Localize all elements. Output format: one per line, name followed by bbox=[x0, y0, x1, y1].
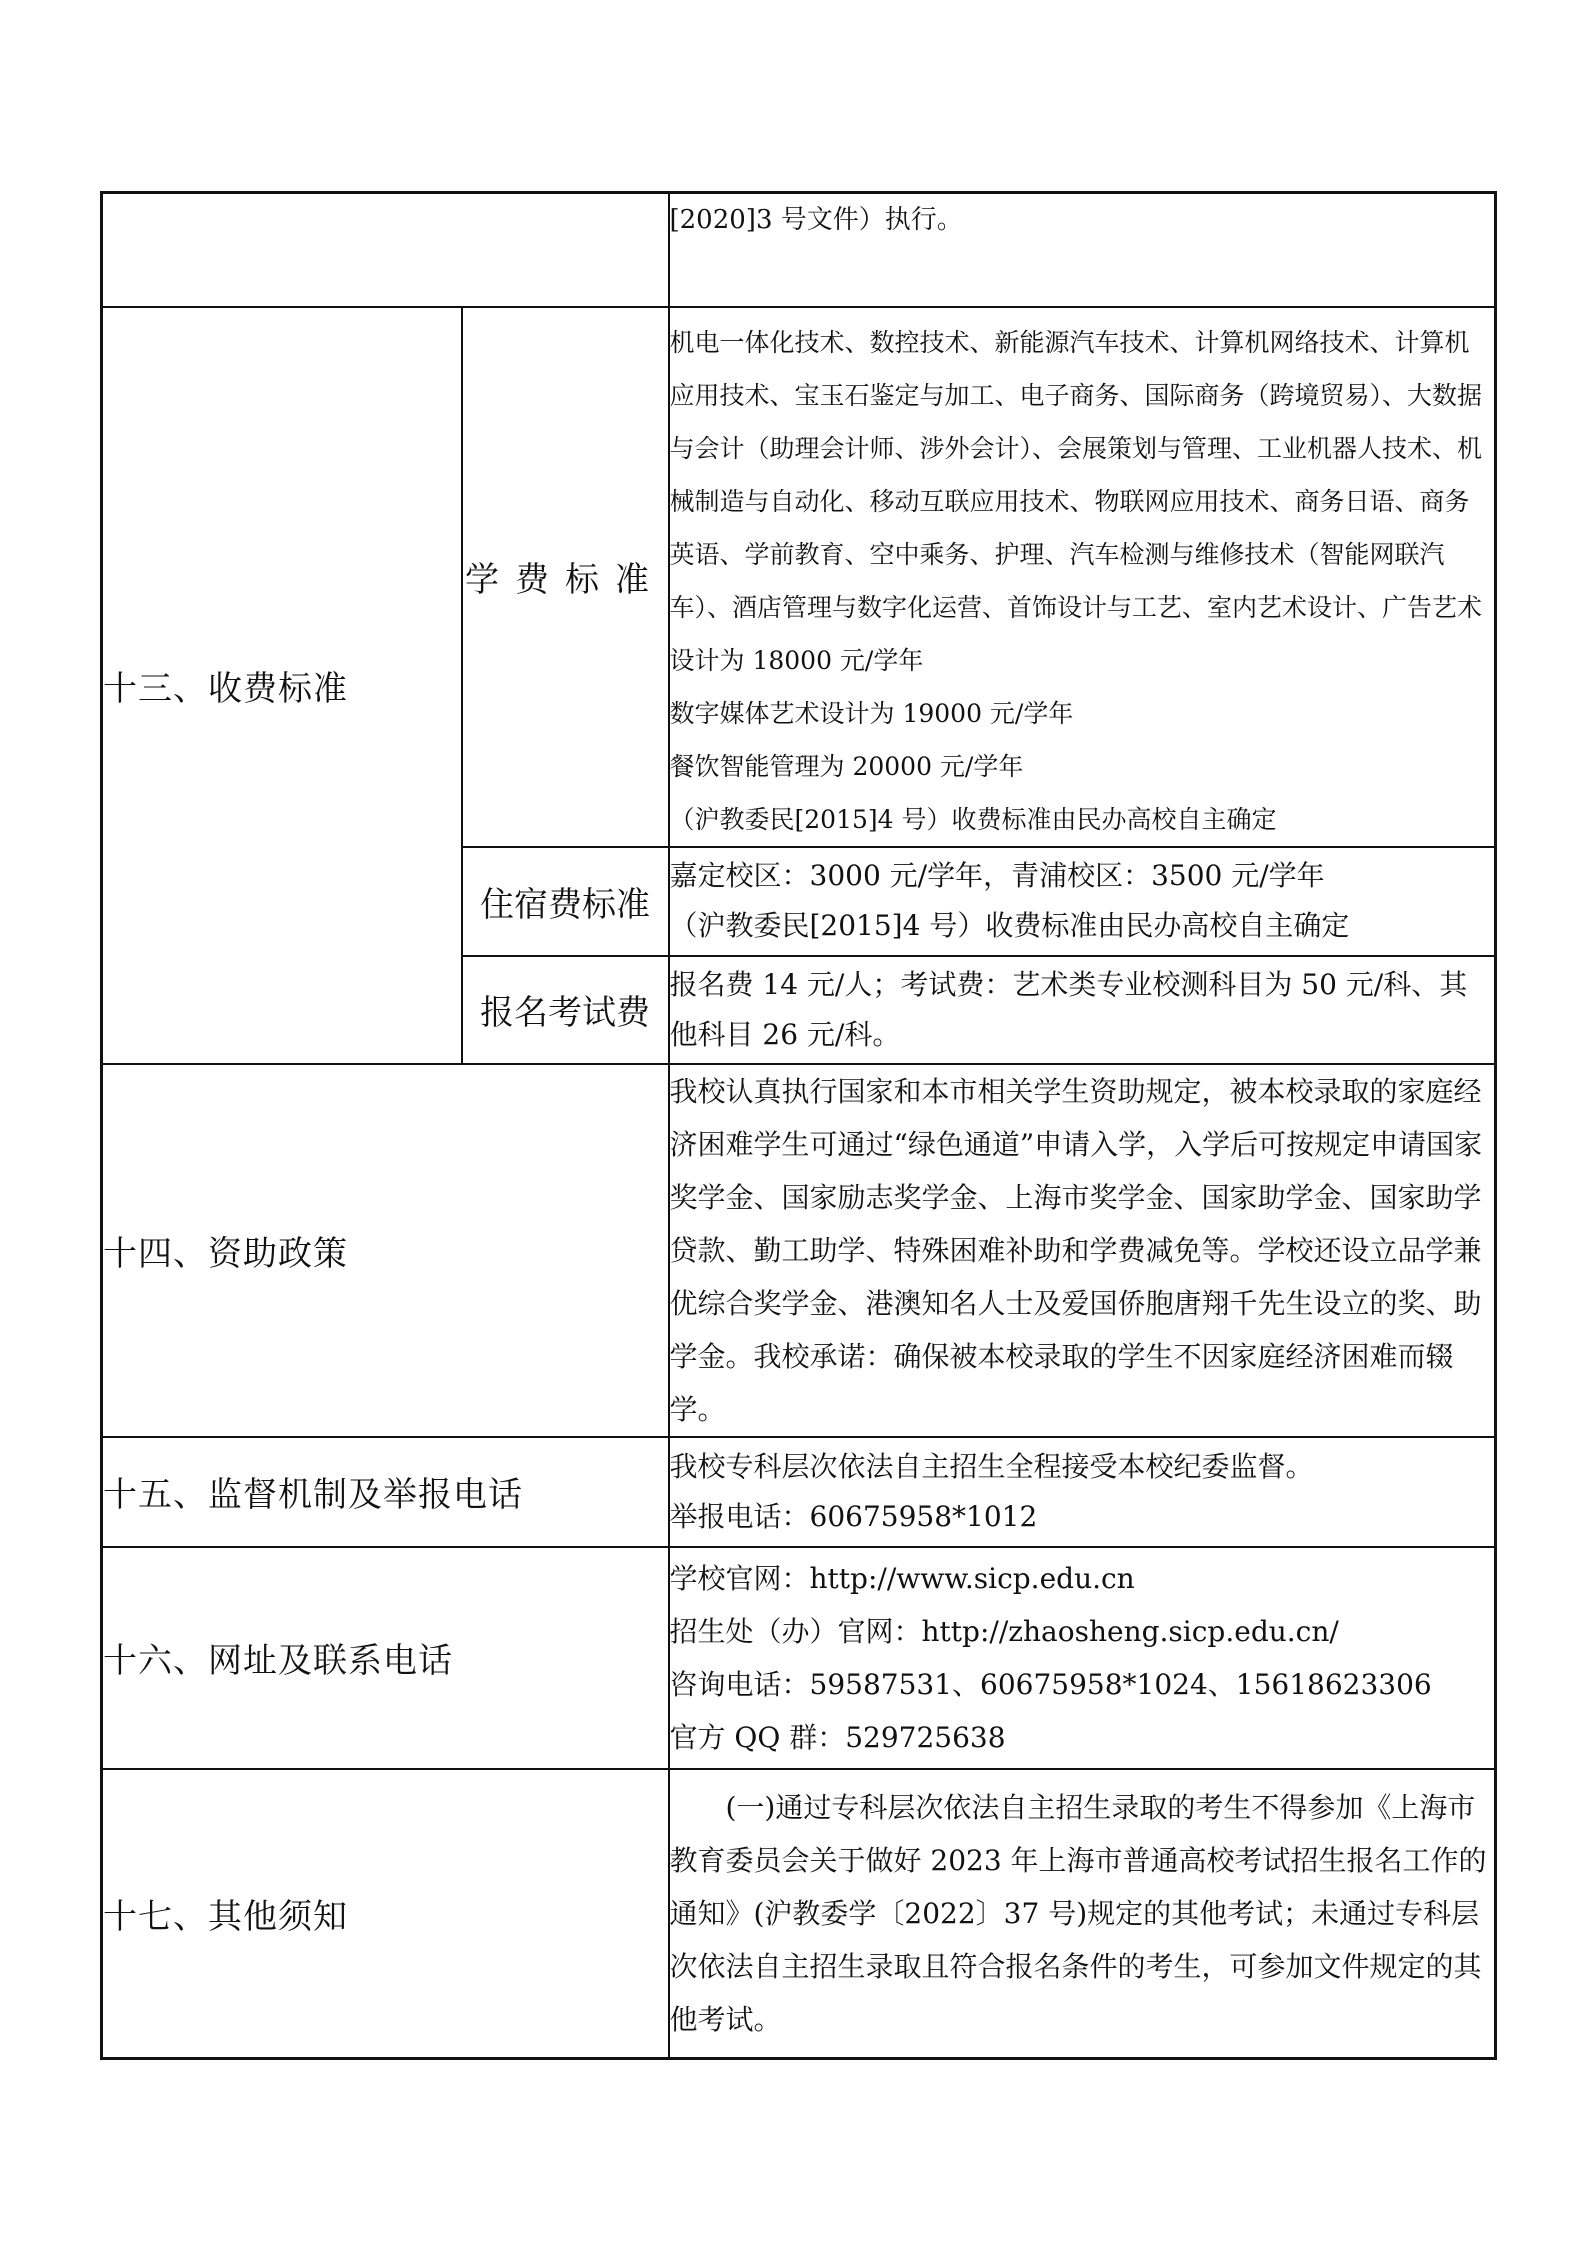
tuition-note: （沪教委民[2015]4 号）收费标准由民办高校自主确定 bbox=[669, 804, 1277, 834]
supervision-line-1: 我校专科层次依法自主招生全程接受本校纪委监督。 bbox=[669, 1449, 1314, 1483]
other-section-label: 十七、其他须知 bbox=[102, 1769, 669, 2059]
fees-section-label: 十三、收费标准 bbox=[102, 307, 462, 1064]
dorm-fee-label: 住宿费标准 bbox=[462, 847, 669, 956]
table-row-contact bbox=[102, 1547, 1496, 1769]
aid-section-label: 十四、资助政策 bbox=[102, 1064, 669, 1437]
qq-group: 官方 QQ 群：529725638 bbox=[669, 1720, 1006, 1754]
dorm-fee-line-2: （沪教委民[2015]4 号）收费标准由民办高校自主确定 bbox=[669, 909, 1350, 942]
table-row-previous bbox=[102, 193, 1496, 307]
supervision-content bbox=[669, 1437, 1496, 1547]
table-row-supervision bbox=[102, 1437, 1496, 1547]
aid-content bbox=[669, 1064, 1496, 1437]
dorm-fee-content bbox=[669, 847, 1496, 956]
consult-phones: 咨询电话：59587531、60675958*1024、15618623306 bbox=[669, 1667, 1432, 1701]
exam-fee-text: 报名费 14 元/人；考试费：艺术类专业校测科目为 50 元/科、其他科目 26 元/科。 bbox=[669, 967, 1468, 1051]
admission-info-table bbox=[100, 191, 1497, 2060]
tuition-line-2: 数字媒体艺术设计为 19000 元/学年 bbox=[669, 698, 1074, 728]
other-notice-text: (一)通过专科层次依法自主招生录取的考生不得参加《上海市教育委员会关于做好 2023 年上海市普通高校考试招生报名工作的通知》(沪教委学〔2022〕37 号)规定的其他考试；未通过专科层次依法自主招生录取且符合报名条件的考生，可参加文件规定的其他考试。 bbox=[669, 1790, 1487, 2036]
dorm-fee-line-1: 嘉定校区：3000 元/学年，青浦校区：3500 元/学年 bbox=[669, 859, 1325, 892]
report-phone: 举报电话：60675958*1012 bbox=[669, 1499, 1038, 1533]
table-row-aid bbox=[102, 1064, 1496, 1437]
tuition-content bbox=[669, 307, 1496, 847]
supervision-section-label: 十五、监督机制及举报电话 bbox=[102, 1437, 669, 1547]
table-row-tuition bbox=[102, 307, 1496, 847]
tuition-majors-text: 机电一体化技术、数控技术、新能源汽车技术、计算机网络技术、计算机应用技术、宝玉石鉴定与加工、电子商务、国际商务（跨境贸易）、大数据与会计（助理会计师、涉外会计）、会展策划与管理、工业机器人技术、机械制造与自动化、移动互联应用技术、物联网应用技术、商务日语、商务英语、学前教育、空中乘务、护理、汽车检测与维修技术（智能网联汽车）、酒店管理与数字化运营、首饰设计与工艺、室内艺术设计、广告艺术设计为 18000 元/学年 bbox=[669, 327, 1483, 675]
previous-row-content: [2020]3 号文件）执行。 bbox=[669, 193, 1496, 307]
aid-text: 我校认真执行国家和本市相关学生资助规定，被本校录取的家庭经济困难学生可通过“绿色通道”申请入学，入学后可按规定申请国家奖学金、国家励志奖学金、上海市奖学金、国家助学金、国家助学贷款、勤工助学、特殊困难补助和学费减免等。学校还设立品学兼优综合奖学金、港澳知名人士及爱国侨胞唐翔千先生设立的奖、助学金。我校承诺：确保被本校录取的学生不因家庭经济困难而辍学。 bbox=[669, 1074, 1483, 1426]
exam-fee-label: 报名考试费 bbox=[462, 956, 669, 1064]
admission-website: 招生处（办）官网：http://zhaosheng.sicp.edu.cn/ bbox=[669, 1614, 1339, 1648]
tuition-label: 学费标准 bbox=[462, 307, 669, 847]
table-row-other bbox=[102, 1769, 1496, 2059]
school-website: 学校官网：http://www.sicp.edu.cn bbox=[669, 1561, 1135, 1595]
tuition-line-3: 餐饮智能管理为 20000 元/学年 bbox=[669, 751, 1024, 781]
exam-fee-content bbox=[669, 956, 1496, 1064]
other-content bbox=[669, 1769, 1496, 2059]
contact-content bbox=[669, 1547, 1496, 1769]
empty-label-cell bbox=[102, 193, 669, 307]
contact-section-label: 十六、网址及联系电话 bbox=[102, 1547, 669, 1769]
